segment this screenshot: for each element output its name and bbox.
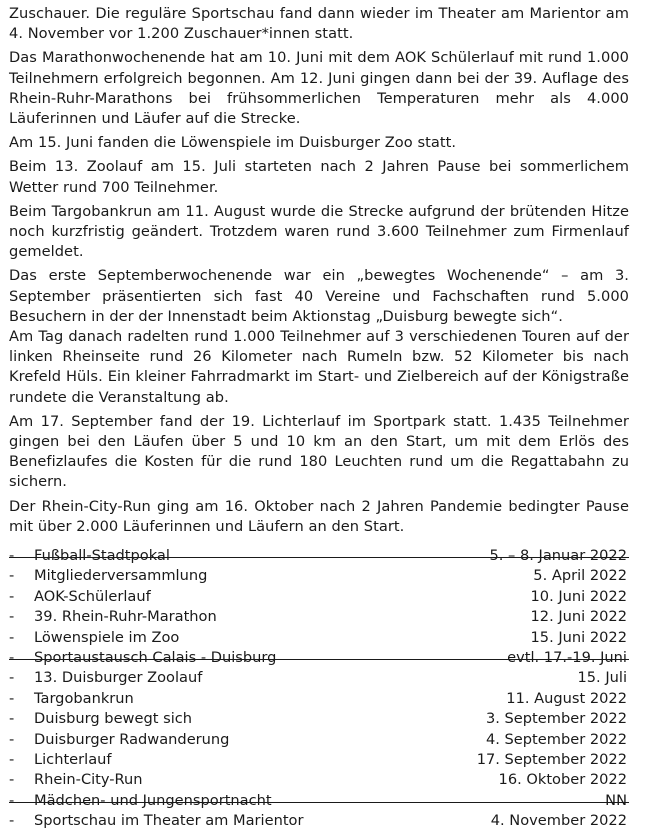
event-bullet: -	[9, 567, 15, 585]
paragraph-radwanderung: Am Tag danach radelten rund 1.000 Teilnehmer auf 3 verschiedenen Touren auf der linken Rheinseite rund 26 Kilometer nach Rumeln bzw. 52 Kilometer bis nach Krefeld Hüls. Ein kleiner Fahrradmarkt im Start- und Zielbereich auf der Königstraße rundete die Veranstaltung ab.	[9, 328, 629, 406]
event-list	[9, 546, 629, 831]
paragraph-sportschau: Zuschauer. Die reguläre Sportschau fand dann wieder im Theater am Marientor am 4. November vor 1.200 Zuschauer*innen statt.	[9, 5, 629, 43]
event-date: 10. Juni 2022	[530, 587, 627, 605]
event-date: 3. September 2022	[485, 710, 627, 728]
paragraph-marathon: Das Marathonwochenende hat am 10. Juni mit dem AOK Schülerlauf mit rund 1.000 Teilnehmern erfolgreich begonnen. Am 12. Juni gingen dann bei der 39. Auflage des Rhein-Ruhr-Marathons bei frühsommerlichen Temperaturen mehr als 4.000 Läuferinnen und Läufer auf die Strecke.	[9, 49, 629, 128]
event-name: 13. Duisburger Zoolauf	[34, 669, 203, 687]
event-bullet: -	[9, 750, 15, 768]
event-name: Sportaustausch Calais - Duisburg	[34, 648, 277, 666]
event-row	[9, 770, 629, 790]
event-date: 17. September 2022	[476, 750, 627, 768]
event-bullet: -	[9, 628, 15, 646]
event-bullet: -	[9, 608, 15, 626]
event-row	[9, 546, 629, 566]
event-row	[9, 750, 629, 770]
event-name: AOK-Schülerlauf	[34, 587, 151, 605]
event-bullet: -	[9, 791, 15, 809]
event-date: 4. September 2022	[485, 730, 627, 748]
event-row	[9, 628, 629, 648]
event-date: 5. – 8. Januar 2022	[489, 547, 627, 564]
event-name: Mitgliederversammlung	[34, 567, 208, 585]
event-name: Sportschau im Theater am Marientor	[34, 812, 304, 830]
event-date: 12. Juni 2022	[530, 608, 627, 626]
event-bullet: -	[9, 648, 15, 666]
event-name: Rhein-City-Run	[34, 771, 143, 789]
event-row	[9, 566, 629, 586]
paragraph-zoolauf: Beim 13. Zoolauf am 15. Juli starteten nach 2 Jahren Pause bei sommerlichem Wetter rund 700 Teilnehmer.	[9, 158, 629, 196]
event-date: 5. April 2022	[533, 567, 627, 585]
event-bullet: -	[9, 689, 15, 707]
event-name: Fußball-Stadtpokal	[34, 547, 170, 564]
event-date: 15. Juni 2022	[530, 628, 627, 646]
paragraph-rhein-city-run: Der Rhein-City-Run ging am 16. Oktober nach 2 Jahren Pandemie bedingter Pause mit über 2.000 Läuferinnen und Läufern an den Start.	[9, 497, 629, 535]
event-date: evtl. 17.-19. Juni	[507, 648, 627, 666]
event-date: 16. Oktober 2022	[498, 771, 627, 789]
event-bullet: -	[9, 587, 15, 605]
event-name: Duisburger Radwanderung	[34, 730, 230, 748]
event-date: 4. November 2022	[490, 812, 627, 830]
event-name: Targobankrun	[34, 689, 134, 707]
event-name: 39. Rhein-Ruhr-Marathon	[34, 608, 217, 626]
event-row	[9, 587, 629, 607]
event-bullet: -	[9, 771, 15, 789]
event-date: 11. August 2022	[506, 689, 627, 707]
event-row	[9, 648, 629, 668]
event-name: Löwenspiele im Zoo	[34, 628, 180, 646]
paragraph-targobankrun: Beim Targobankrun am 11. August wurde die Strecke aufgrund der brütenden Hitze noch kurzfristig geändert. Trotzdem waren rund 3.600 Teilnehmer zum Firmenlauf gemeldet.	[9, 202, 629, 261]
event-bullet: -	[9, 669, 15, 687]
event-date: 15. Juli	[577, 669, 627, 687]
event-row	[9, 730, 629, 750]
report-text	[9, 4, 629, 541]
event-row	[9, 709, 629, 729]
event-name: Duisburg bewegt sich	[34, 710, 193, 728]
event-row	[9, 607, 629, 627]
event-date: NN	[605, 791, 627, 809]
event-name: Lichterlauf	[34, 750, 112, 768]
event-bullet: -	[9, 710, 15, 728]
event-row	[9, 811, 629, 831]
event-row	[9, 689, 629, 709]
event-row	[9, 791, 629, 811]
event-bullet: -	[9, 547, 15, 564]
event-bullet: -	[9, 730, 15, 748]
paragraph-lichterlauf: Am 17. September fand der 19. Lichterlauf im Sportpark statt. 1.435 Teilnehmer gingen bei den Läufen über 5 und 10 km an den Start, um mit dem Erlös des Benefizlaufes die Kosten für die rund 180 Leuchten rund um die Regattabahn zu sichern.	[9, 412, 629, 491]
event-bullet: -	[9, 812, 15, 830]
event-row	[9, 668, 629, 688]
event-name: Mädchen- und Jungensportnacht	[34, 791, 272, 809]
paragraph-bewegtes-wochenende: Das erste Septemberwochenende war ein „bewegtes Wochenende“ – am 3. September präsentierten sich fast 40 Vereine und Fachschaften rund 5.000 Besuchern in der der Innenstadt beim Aktionstag „Duisburg bewegte sich“.	[9, 267, 629, 325]
paragraph-loewenspiele: Am 15. Juni fanden die Löwenspiele im Duisburger Zoo statt.	[9, 134, 457, 152]
